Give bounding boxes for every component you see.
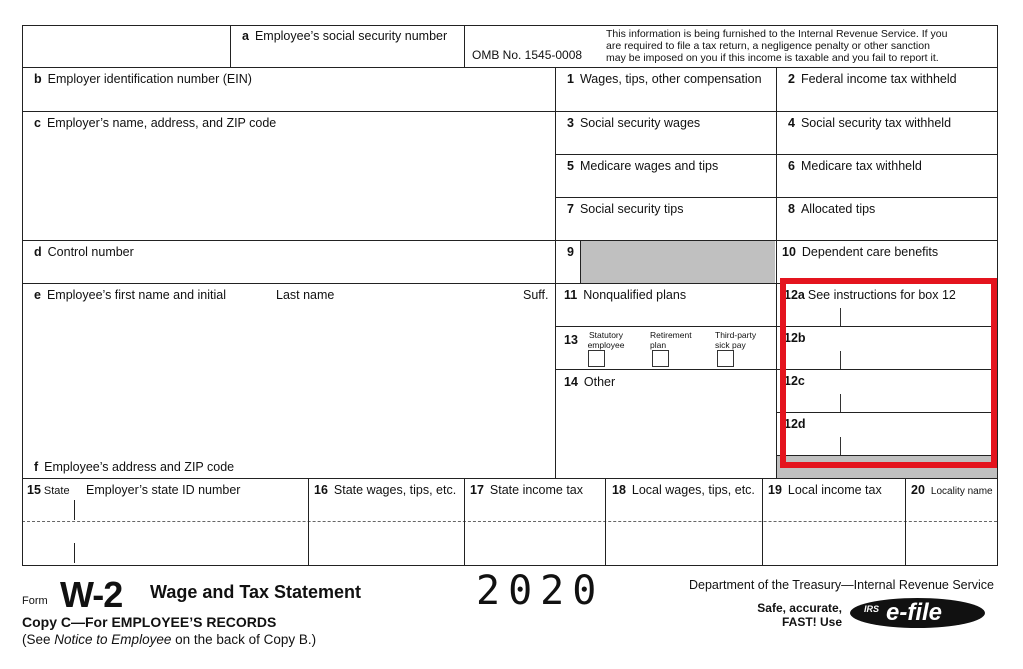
- box9-label: 9: [567, 245, 574, 259]
- box15-label: 15 State: [27, 483, 70, 497]
- box2-label: 2 Federal income tax withheld: [788, 72, 957, 86]
- form-title: Wage and Tax Statement: [150, 582, 362, 602]
- box13-thirdparty-label: Third-party sick pay: [715, 330, 757, 350]
- department-line: Department of the Treasury—Internal Revenue Service: [689, 578, 995, 592]
- box13-retirement-label: Retirement plan: [650, 330, 692, 350]
- omb-number: OMB No. 1545-0008: [472, 48, 583, 62]
- notice-line: (See Notice to Employee on the back of Copy B.): [22, 632, 317, 647]
- box-e-suffix: Suff.: [523, 288, 549, 302]
- box13-number: 13: [564, 333, 578, 347]
- box20-label: 20 Locality name: [911, 483, 993, 497]
- box-c-label: c Employer’s name, address, and ZIP code: [34, 116, 277, 130]
- box8-label: 8 Allocated tips: [788, 202, 876, 216]
- box16-label: 16 State wages, tips, etc.: [314, 483, 457, 497]
- third-party-sick-pay-checkbox[interactable]: [717, 350, 734, 367]
- box12b-label: 12b: [784, 331, 806, 345]
- box-e-label: e Employee’s first name and initial: [34, 288, 226, 302]
- box17-label: 17 State income tax: [470, 483, 584, 497]
- box12c-label: 12c: [784, 374, 805, 388]
- box-e-last-name: Last name: [276, 288, 335, 302]
- box10-label: 10 Dependent care benefits: [782, 245, 939, 259]
- retirement-plan-checkbox[interactable]: [652, 350, 669, 367]
- box7-label: 7 Social security tips: [567, 202, 684, 216]
- safe-accurate-text: Safe, accurate, FAST! Use: [757, 601, 842, 629]
- form-word: Form: [22, 595, 48, 607]
- copy-line: Copy C—For EMPLOYEE’S RECORDS: [22, 614, 277, 630]
- efile-logo: [850, 598, 985, 628]
- box14-label: 14 Other: [564, 375, 616, 389]
- box-f-label: f Employee’s address and ZIP code: [34, 460, 235, 474]
- box11-label: 11 Nonqualified plans: [564, 288, 687, 302]
- box-d-label: d Control number: [34, 245, 134, 259]
- box12a-label: 12a See instructions for box 12: [784, 288, 956, 302]
- box12d-label: 12d: [784, 417, 806, 431]
- box9-shading: [580, 241, 775, 283]
- form-name: W-2: [60, 574, 123, 615]
- box19-label: 19 Local income tax: [768, 483, 882, 497]
- box4-label: 4 Social security tax withheld: [788, 116, 952, 130]
- statutory-employee-checkbox[interactable]: [588, 350, 605, 367]
- box5-label: 5 Medicare wages and tips: [567, 159, 719, 173]
- efile-text: e-file: [886, 599, 943, 626]
- box13-statutory-label: Statutory employee: [587, 330, 625, 350]
- irs-notice: This information is being furnished to the Internal Revenue Service. If you are required to file a tax return, a negligence penalty or other sanction may be imposed on you if this income is taxable and you fail to report it.: [606, 28, 948, 64]
- box1-label: 1 Wages, tips, other compensation: [567, 72, 762, 86]
- box-b-label: b Employer identification number (EIN): [34, 72, 252, 86]
- box15-state-id-label: Employer’s state ID number: [86, 483, 241, 497]
- box6-label: 6 Medicare tax withheld: [788, 159, 922, 173]
- box12-highlight: [780, 278, 997, 468]
- box-a-label: a Employee’s social security number: [242, 29, 448, 43]
- box3-label: 3 Social security wages: [567, 116, 701, 130]
- box18-label: 18 Local wages, tips, etc.: [612, 483, 755, 497]
- efile-irs-mark: IRS: [864, 604, 880, 614]
- tax-year: 2020: [476, 568, 605, 614]
